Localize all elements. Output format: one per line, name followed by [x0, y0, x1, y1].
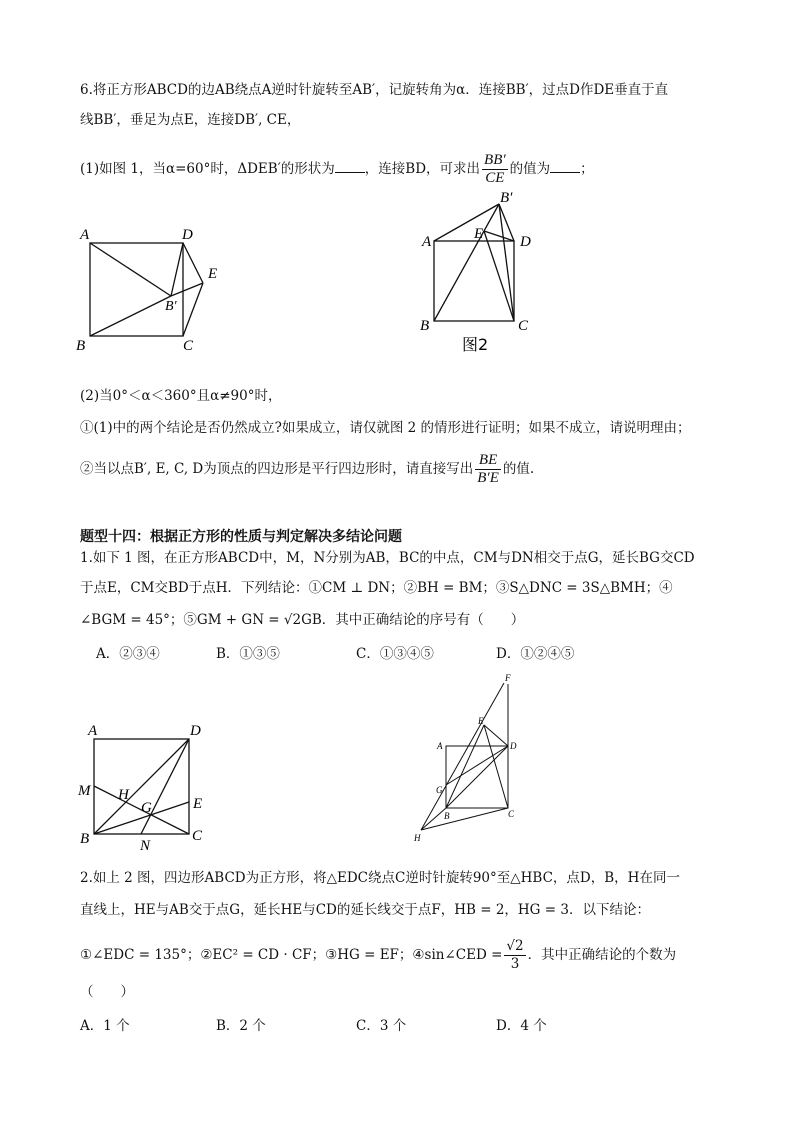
- fig3-label-g: G: [141, 800, 152, 816]
- fig4-label-c: C: [508, 809, 515, 819]
- q6-sub2-suffix: 的值.: [502, 461, 535, 477]
- answer-blank-2: [550, 160, 580, 173]
- q6-part2: (2)当0°＜α＜360°且α≠90°时，: [80, 388, 282, 404]
- fraction-bb-ce: [482, 152, 508, 187]
- q2-line1: 2.如上 2 图，四边形ABCD为正方形，将△EDC绕点C逆时针旋转90°至△HBC，点D，B，H在同一: [80, 870, 680, 886]
- q2-option-d: D．4 个: [496, 1018, 547, 1034]
- q1-line3: ∠BGM = 45°；⑤GM + GN = √2GB．其中正确结论的序号有（ ）: [80, 612, 525, 628]
- fig2-label-c: C: [518, 318, 529, 334]
- fig1-label-d: D: [182, 227, 193, 243]
- q6-line1: 6.将正方形ABCD的边AB绕点A逆时针旋转至AB′，记旋转角为α．连接BB′，过点D作DE垂直于直: [80, 82, 669, 98]
- q6-part1-end: ；: [580, 161, 594, 177]
- section-title: 题型十四：根据正方形的性质与判定解决多结论问题: [80, 529, 402, 545]
- fig4-label-e: E: [478, 716, 484, 726]
- q2-option-b: B．2 个: [216, 1018, 266, 1034]
- q2-line3-suffix: ．其中正确结论的个数为: [527, 947, 677, 963]
- fig1-label-b: B: [76, 338, 86, 354]
- fig4-label-a: A: [437, 741, 443, 751]
- q1-option-b: B．①③⑤: [216, 646, 280, 662]
- fig3-label-m: M: [78, 783, 91, 799]
- fig2-label-e: E: [474, 226, 484, 242]
- q6-part1-suffix: 的值为: [509, 161, 551, 177]
- fig1-label-c: C: [183, 338, 194, 354]
- q6-sub1: ①(1)中的两个结论是否仍然成立?如果成立，请仅就图 2 的情形进行证明；如果不成立，请说明理由；: [80, 420, 691, 436]
- frac2-denominator: B′E: [477, 470, 499, 486]
- fraction-sqrt2-3: [504, 938, 525, 973]
- fig2-label-bprime: B′: [500, 190, 513, 206]
- fig3-label-b: B: [80, 831, 90, 847]
- q2-paren: （ ）: [80, 984, 134, 1000]
- fig1-label-bprime: B′: [165, 299, 177, 314]
- fig1-label-e: E: [208, 266, 218, 282]
- fig2-label-b: B: [420, 318, 430, 334]
- q1-line1: 1.如下 1 图，在正方形ABCD中，M，N分别为AB，BC的中点，CM与DN相交于点G，延长BG交CD: [80, 550, 695, 566]
- q2-option-c: C．3 个: [356, 1018, 407, 1034]
- answer-blank-1: [335, 160, 365, 173]
- fig2-label-a: A: [422, 234, 432, 250]
- fig3-label-e: E: [193, 796, 203, 812]
- fig4-label-f: F: [505, 673, 511, 683]
- fig3-label-n: N: [140, 838, 151, 854]
- q2-line2: 直线上，HE与AB交于点G，延长HE与CD的延长线交于点F，HB = 2，HG = 3．以下结论：: [80, 902, 650, 918]
- q6-part1: [80, 152, 594, 187]
- fig1-label-a: A: [80, 227, 90, 243]
- frac3-numerator: √2: [506, 938, 524, 954]
- fig3-label-h: H: [118, 787, 129, 803]
- frac3-denominator: 3: [510, 956, 520, 972]
- fig4-label-h: H: [414, 833, 421, 843]
- q6-line2: 线BB′，垂足为点E，连接DB′, CE，: [80, 112, 301, 128]
- q1-line2: 于点E，CM交BD于点H．下列结论：①CM ⊥ DN；②BH = BM；③S△DNC = 3S△BMH；④: [80, 580, 673, 596]
- q6-part1-prefix: (1)如图 1，当α=60°时，ΔDEB′的形状为: [80, 161, 335, 177]
- fig3-label-d: D: [190, 723, 201, 739]
- frac-denominator: CE: [485, 170, 505, 186]
- q1-option-c: C．①③④⑤: [356, 646, 434, 662]
- q2-option-a: A．1 个: [80, 1018, 130, 1034]
- fig2-label-d: D: [520, 234, 531, 250]
- q2-line3: [80, 938, 676, 973]
- q6-part1-mid: ，连接BD，可求出: [364, 161, 481, 177]
- fig4-label-d: D: [510, 741, 517, 751]
- fig4-label-g: G: [436, 785, 443, 795]
- q6-sub2: [80, 452, 534, 487]
- frac-numerator: BB′: [484, 152, 506, 168]
- fig3-label-c: C: [192, 828, 203, 844]
- fig4-label-b: B: [444, 811, 450, 821]
- fig3-label-a: A: [88, 723, 98, 739]
- q1-option-a: A．②③④: [96, 646, 160, 662]
- q1-option-d: D．①②④⑤: [496, 646, 575, 662]
- frac2-numerator: BE: [475, 452, 501, 470]
- fig2-caption: 图2: [462, 335, 489, 354]
- fraction-be-bpe: [475, 452, 501, 487]
- q2-line3-prefix: ①∠EDC = 135°；②EC² = CD · CF；③HG = EF；④sin∠CED =: [80, 947, 503, 963]
- q6-sub2-prefix: ②当以点B′, E, C, D为顶点的四边形是平行四边形时，请直接写出: [80, 461, 474, 477]
